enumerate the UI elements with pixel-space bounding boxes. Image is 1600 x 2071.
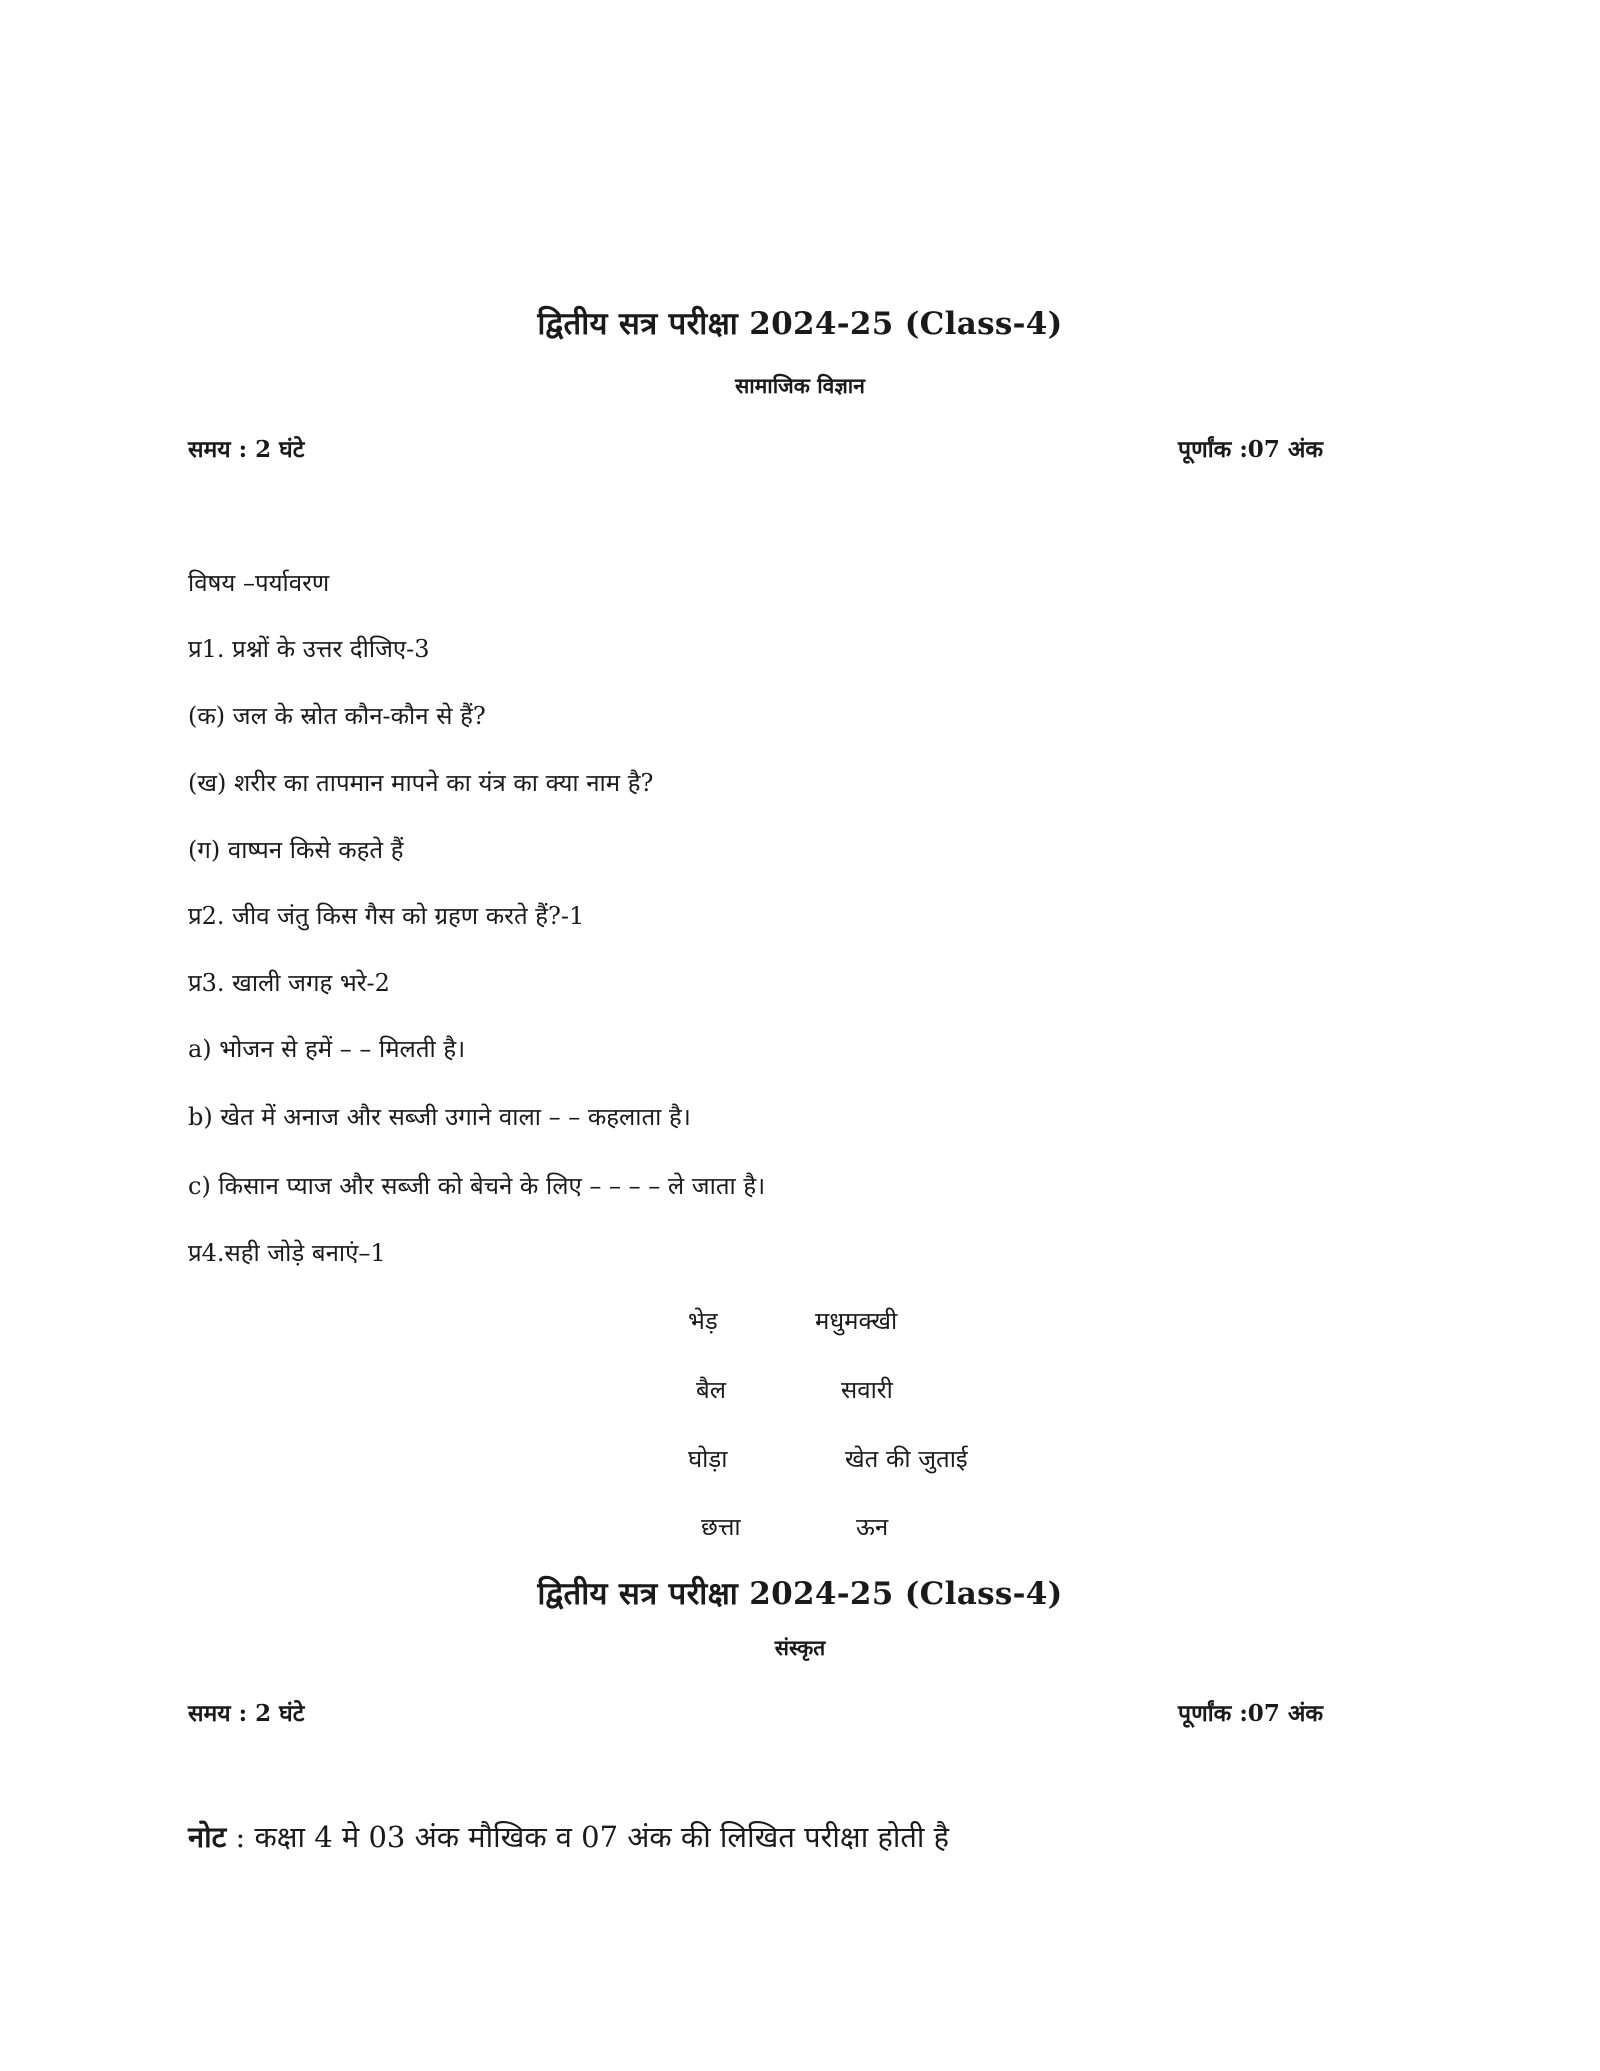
- exam1-subject: सामाजिक विज्ञान: [735, 373, 865, 398]
- question-1: प्र1. प्रश्नों के उत्तर दीजिए-3: [188, 635, 430, 663]
- match-right-item: मधुमक्खी: [815, 1307, 898, 1335]
- note-line: [188, 1817, 949, 1856]
- question-1a: (क) जल के स्रोत कौन-कौन से हैं?: [188, 702, 486, 730]
- match-right-item: सवारी: [841, 1376, 893, 1404]
- match-left-item: भेड़: [688, 1307, 718, 1335]
- exam2-time: समय : 2 घंटे: [188, 1700, 305, 1727]
- note-label: नोट: [188, 1820, 227, 1854]
- match-right-item: ऊन: [856, 1513, 889, 1541]
- question-3: प्र3. खाली जगह भरे-2: [188, 969, 390, 997]
- question-2: प्र2. जीव जंतु किस गैस को ग्रहण करते हैं?-1: [188, 902, 585, 930]
- question-3c: c) किसान प्याज और सब्जी को बेचने के लिए – – – – ले जाता है।: [188, 1172, 766, 1200]
- question-1c: (ग) वाष्पन किसे कहते हैं: [188, 836, 404, 864]
- match-right-item: खेत की जुताई: [845, 1445, 968, 1473]
- exam2-title: द्वितीय सत्र परीक्षा 2024-25 (Class-4): [537, 1576, 1063, 1612]
- exam2-marks: पूर्णांक :07 अंक: [1178, 1700, 1324, 1727]
- match-left-item: घोड़ा: [688, 1445, 728, 1473]
- question-1b: (ख) शरीर का तापमान मापने का यंत्र का क्या नाम है?: [188, 769, 654, 797]
- topic-line: विषय –पर्यावरण: [188, 569, 330, 597]
- note-text: : कक्षा 4 मे 03 अंक मौखिक व 07 अंक की लिखित परीक्षा होती है: [235, 1820, 950, 1854]
- question-3a: a) भोजन से हमें – – मिलती है।: [188, 1035, 466, 1063]
- exam1-title: द्वितीय सत्र परीक्षा 2024-25 (Class-4): [537, 306, 1063, 342]
- exam1-time: समय : 2 घंटे: [188, 436, 305, 463]
- question-4: प्र4.सही जोड़े बनाएं–1: [188, 1239, 386, 1267]
- match-left-item: छत्ता: [701, 1513, 741, 1541]
- match-left-item: बैल: [696, 1376, 726, 1404]
- exam1-marks: पूर्णांक :07 अंक: [1178, 436, 1324, 463]
- exam2-subject: संस्कृत: [774, 1635, 826, 1660]
- question-3b: b) खेत में अनाज और सब्जी उगाने वाला – – कहलाता है।: [188, 1103, 691, 1131]
